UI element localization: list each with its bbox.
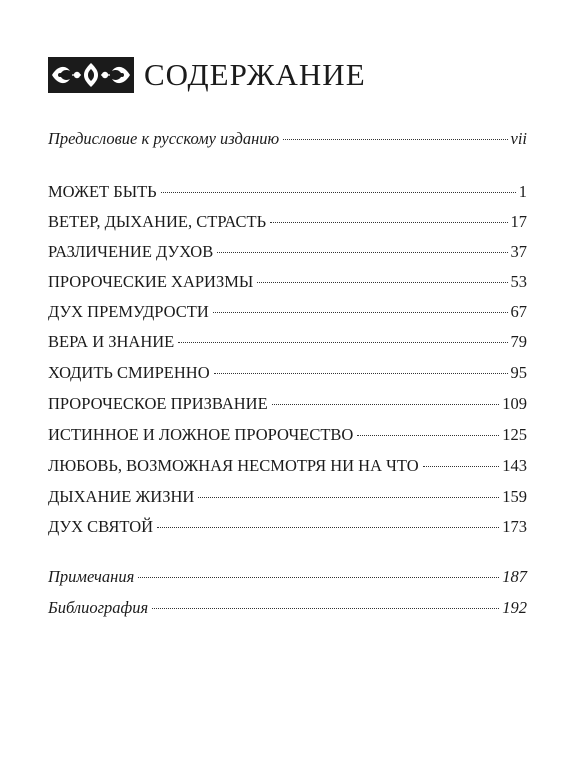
toc-entry[interactable] [48, 362, 527, 384]
toc-page-number: 159 [502, 487, 527, 506]
toc-entry[interactable] [48, 393, 527, 415]
toc-entry-title: ДУХ СВЯТОЙ [48, 517, 154, 536]
toc-entry-title: МОЖЕТ БЫТЬ [48, 182, 157, 201]
dot-leader [283, 139, 507, 140]
dot-leader [257, 282, 507, 283]
toc-entry-title: Предисловие к русскому изданию [48, 129, 280, 148]
dot-leader [357, 435, 499, 436]
toc-entry[interactable] [48, 455, 527, 477]
toc-entry-title: Примечания [48, 567, 135, 586]
toc-entry-title: ПРОРОЧЕСКОЕ ПРИЗВАНИЕ [48, 394, 268, 413]
toc-entry-title: ВЕРА И ЗНАНИЕ [48, 332, 175, 351]
toc-entry[interactable] [48, 424, 527, 446]
dot-leader [423, 466, 500, 467]
toc-entry-title: Библиография [48, 598, 149, 617]
toc-entry[interactable] [48, 211, 527, 233]
toc-entry-title: ХОДИТЬ СМИРЕННО [48, 363, 210, 382]
page-title: СОДЕРЖАНИЕ [144, 57, 366, 92]
toc-entry[interactable] [48, 486, 527, 508]
toc-page-number: 67 [510, 302, 527, 321]
toc-page-number: 53 [510, 272, 527, 291]
toc-entry-title: ЛЮБОВЬ, ВОЗМОЖНАЯ НЕСМОТРЯ НИ НА ЧТО [48, 456, 419, 475]
dot-leader [217, 252, 507, 253]
dot-leader [178, 342, 507, 343]
dot-leader [272, 404, 500, 405]
dot-leader [213, 312, 508, 313]
toc-page-number: 187 [502, 567, 527, 586]
floral-ornament-icon [48, 57, 134, 93]
toc-entry[interactable] [48, 516, 527, 538]
toc-entry-title: ВЕТЕР, ДЫХАНИЕ, СТРАСТЬ [48, 212, 267, 231]
toc-page-number: 17 [510, 212, 527, 231]
toc-page-number: 95 [510, 363, 527, 382]
toc-entry-title: ДЫХАНИЕ ЖИЗНИ [48, 487, 195, 506]
toc-entry[interactable] [48, 241, 527, 263]
toc-page-number: 109 [502, 394, 527, 413]
toc-entry-title: ИСТИННОЕ И ЛОЖНОЕ ПРОРОЧЕСТВО [48, 425, 354, 444]
toc-entry-title: ДУХ ПРЕМУДРОСТИ [48, 302, 209, 321]
dot-leader [157, 527, 499, 528]
dot-leader [270, 222, 507, 223]
dot-leader [138, 577, 499, 578]
toc-entry-title: ПРОРОЧЕСКИЕ ХАРИЗМЫ [48, 272, 254, 291]
dot-leader [161, 192, 516, 193]
toc-page-number: 173 [502, 517, 527, 536]
toc-page-number: 125 [502, 425, 527, 444]
toc-entry[interactable] [48, 331, 527, 353]
toc-page-number: 79 [510, 332, 527, 351]
toc-entry-preface[interactable] [48, 128, 527, 150]
toc-page-number: 143 [502, 456, 527, 475]
toc-entry[interactable] [48, 301, 527, 323]
toc-entry-title: РАЗЛИЧЕНИЕ ДУХОВ [48, 242, 214, 261]
toc-header [48, 55, 366, 95]
toc-entry[interactable] [48, 181, 527, 203]
toc-page-number: 192 [502, 598, 527, 617]
dot-leader [152, 608, 499, 609]
dot-leader [198, 497, 499, 498]
toc-entry-bibliography[interactable] [48, 597, 527, 619]
toc-page-number: vii [510, 129, 527, 148]
toc-page-number: 1 [518, 182, 527, 201]
toc-entry[interactable] [48, 271, 527, 293]
toc-entry-notes[interactable] [48, 566, 527, 588]
toc-page-number: 37 [510, 242, 527, 261]
dot-leader [214, 373, 508, 374]
